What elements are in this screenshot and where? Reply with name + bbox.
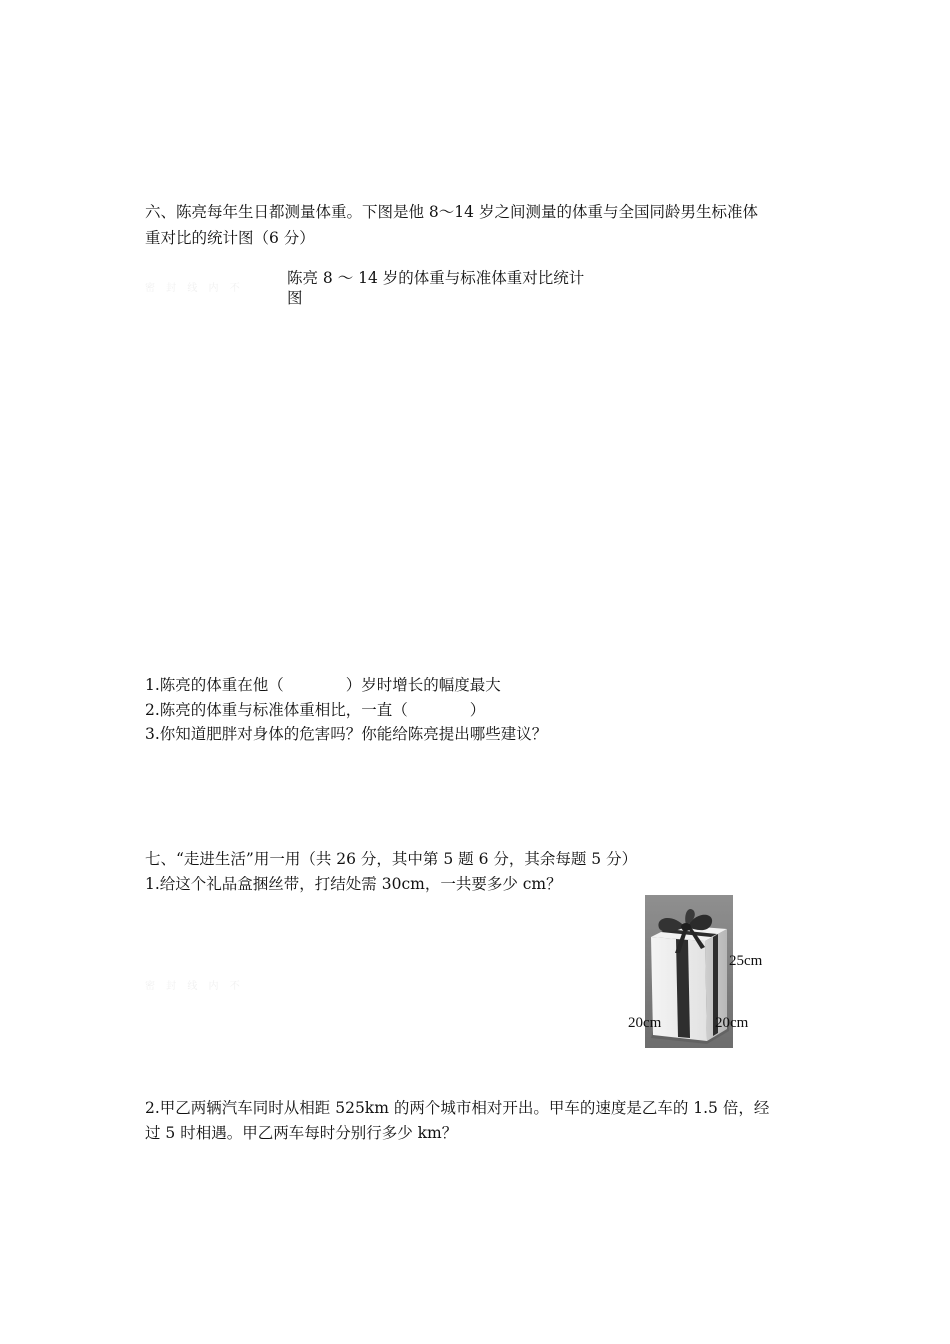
question-6-3: 3.你知道肥胖对身体的危害吗？你能给陈亮提出哪些建议？: [145, 725, 548, 743]
gift-width-label: 20cm: [628, 1015, 662, 1031]
question-6-1: 1.陈亮的体重在他（ ）岁时增长的幅度最大: [145, 676, 501, 694]
section-seven-heading: 七、“走进生活”用一用（共 26 分，其中第 5 题 6 分，其余每题 5 分）: [145, 850, 638, 868]
question-7-2-line-2: 过 5 时相遇。甲乙两车每时分别行多少 km？: [145, 1124, 458, 1142]
faint-seal-text: 密 封 线 内 不: [145, 283, 244, 294]
question-7-2-line-1: 2.甲乙两辆汽车同时从相距 525km 的两个城市相对开出。甲车的速度是乙车的 1.5 倍，经: [145, 1099, 770, 1117]
chart-title-line-2: 图: [287, 289, 303, 307]
chart-title-line-1: 陈亮 8 ～ 14 岁的体重与标准体重对比统计: [287, 269, 585, 287]
gift-height-label: 25cm: [729, 953, 763, 969]
section-six-intro-line-1: 六、陈亮每年生日都测量体重。下图是他 8～14 岁之间测量的体重与全国同龄男生标准体: [145, 203, 758, 221]
question-6-2: 2.陈亮的体重与标准体重相比，一直（ ）: [145, 701, 486, 719]
faint-seal-text-2: 密 封 线 内 不: [145, 981, 244, 992]
section-six-intro-line-2: 重对比的统计图（6 分）: [145, 229, 315, 247]
gift-depth-label: 20cm: [715, 1015, 749, 1031]
chart-title: [287, 268, 617, 308]
question-7-1: 1.给这个礼品盒捆丝带，打结处需 30cm，一共要多少 cm？: [145, 875, 562, 893]
